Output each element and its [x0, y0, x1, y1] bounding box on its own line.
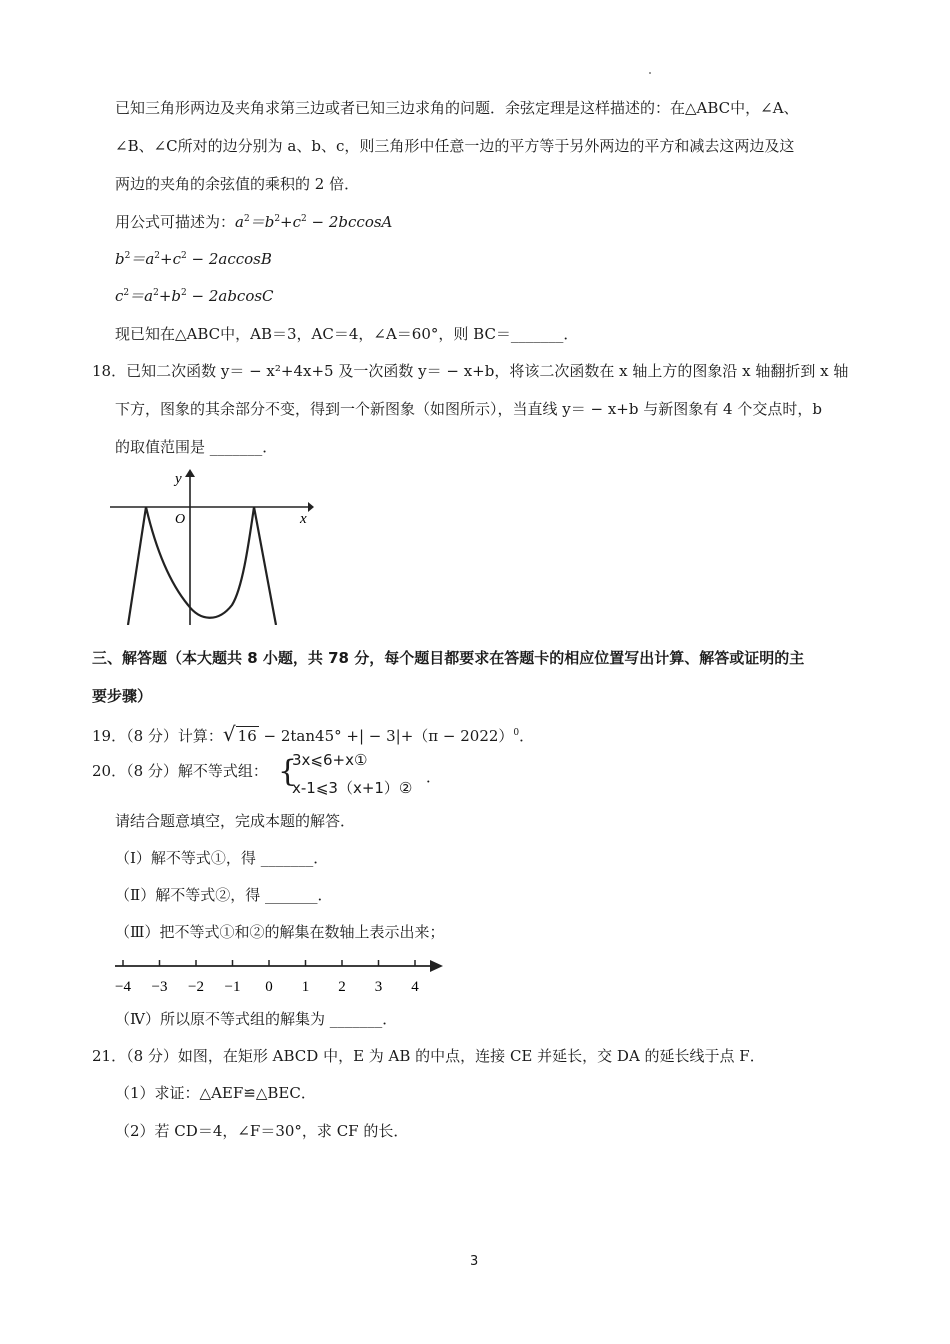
y-axis-label: y [175, 471, 182, 487]
section3-line-2: 要步骤） [92, 687, 153, 705]
q20-ineq-2: x-1⩽3（x+1）② [292, 779, 413, 797]
sqrt-argument: 16 [237, 727, 257, 745]
q18-line-3: 的取值范围是 _______． [115, 438, 278, 456]
number-line-label: 4 [411, 979, 419, 995]
intro-line-2: ∠B、∠C所对的边分别为 a、b、c，则三角形中任意一边的平方等于另外两边的平方和减去这两边及这 [115, 137, 795, 155]
section3-line-1: 三、解答题（本大题共 8 小题，共 78 分，每个题目都要求在答题卡的相应位置写出计算、解答或证明的主 [92, 649, 805, 667]
intro-line-1: 已知三角形两边及夹角求第三边或者已知三边求角的问题．余弦定理是这样描述的：在△ABC中，∠A、 [115, 99, 799, 117]
q20-part-4: （Ⅳ）所以原不等式组的解集为 _______． [115, 1010, 398, 1028]
number-line-arrow [430, 960, 443, 972]
number-line-label: −1 [224, 979, 241, 995]
number-line-label: −4 [115, 979, 131, 995]
number-line-label: 3 [374, 979, 383, 995]
q20-prefix: 20．（8 分）解不等式组： [92, 762, 268, 780]
formula-line-1: 用公式可描述为：$a^2=b^2+c^2 - 2bccosA$ [115, 213, 393, 231]
formula-line-2: $b^2=a^2+c^2 - 2accosB$ [115, 250, 272, 268]
number-line-label: 2 [338, 979, 346, 995]
x-axis-label: x [300, 511, 307, 527]
origin-label: O [175, 512, 186, 527]
q21-part-1: （1）求证：△AEF≌△BEC． [115, 1084, 316, 1102]
x-axis-arrow [308, 502, 314, 512]
q20-part-2: （Ⅱ）解不等式②，得 _______． [115, 886, 333, 904]
q21-line-1: 21．（8 分）如图，在矩形 ABCD 中，E 为 AB 的中点，连接 CE 并延长，交 DA 的延长线于点 F． [92, 1047, 765, 1065]
sqrt-sign: √ [222, 722, 236, 746]
scan-dot [649, 72, 651, 74]
intro-line-3: 两边的夹角的余弦值的乘积的 2 倍． [115, 175, 360, 193]
q20-ineq-1: 3x⩽6+x① [292, 751, 368, 769]
q21-part-2: （2）若 CD＝4，∠F＝30°，求 CF 的长． [115, 1122, 409, 1140]
q19-line: 19．（8 分）计算：√ 16 − 2tan45° +| − $3|+(\pi - 2022)^0$． [92, 722, 535, 746]
formula-prefix: 用公式可描述为： [115, 213, 236, 231]
page-number: 3 [470, 1254, 479, 1269]
q20-part-1: （Ⅰ）解不等式①，得 _______． [115, 849, 329, 867]
q20-part-3: （Ⅲ）把不等式①和②的解集在数轴上表示出来； [115, 923, 445, 941]
number-line [110, 955, 450, 1000]
formula-line-3: $c^2=a^2+b^2 - 2abcosC$ [115, 287, 274, 305]
number-line-label: −3 [151, 979, 168, 995]
q20-end: ． [426, 768, 442, 786]
q20-instruction: 请结合题意填空，完成本题的解答． [115, 812, 356, 830]
number-line-label: 1 [301, 979, 310, 995]
q18-line-1: 18．已知二次函数 y＝ − x²+4x+5 及一次函数 y＝ − x+b，将该二次函数在 x 轴上方的图象沿 x 轴翻折到 x 轴 [92, 362, 849, 380]
number-line-label: −2 [188, 979, 204, 995]
q18-line-2: 下方，图象的其余部分不变，得到一个新图象（如图所示），当直线 y＝ − x+b 与新图象有 4 个交点时，b [115, 400, 822, 418]
folded-parabola-curve [128, 507, 276, 625]
q18-graph [108, 465, 318, 625]
intro-question: 现已知在△ABC中，AB＝3，AC＝4，∠A＝60°，则 BC＝_______． [115, 325, 579, 343]
y-axis-arrow [185, 469, 195, 477]
number-line-label: 0 [265, 979, 273, 995]
brace-icon: { [278, 754, 298, 789]
